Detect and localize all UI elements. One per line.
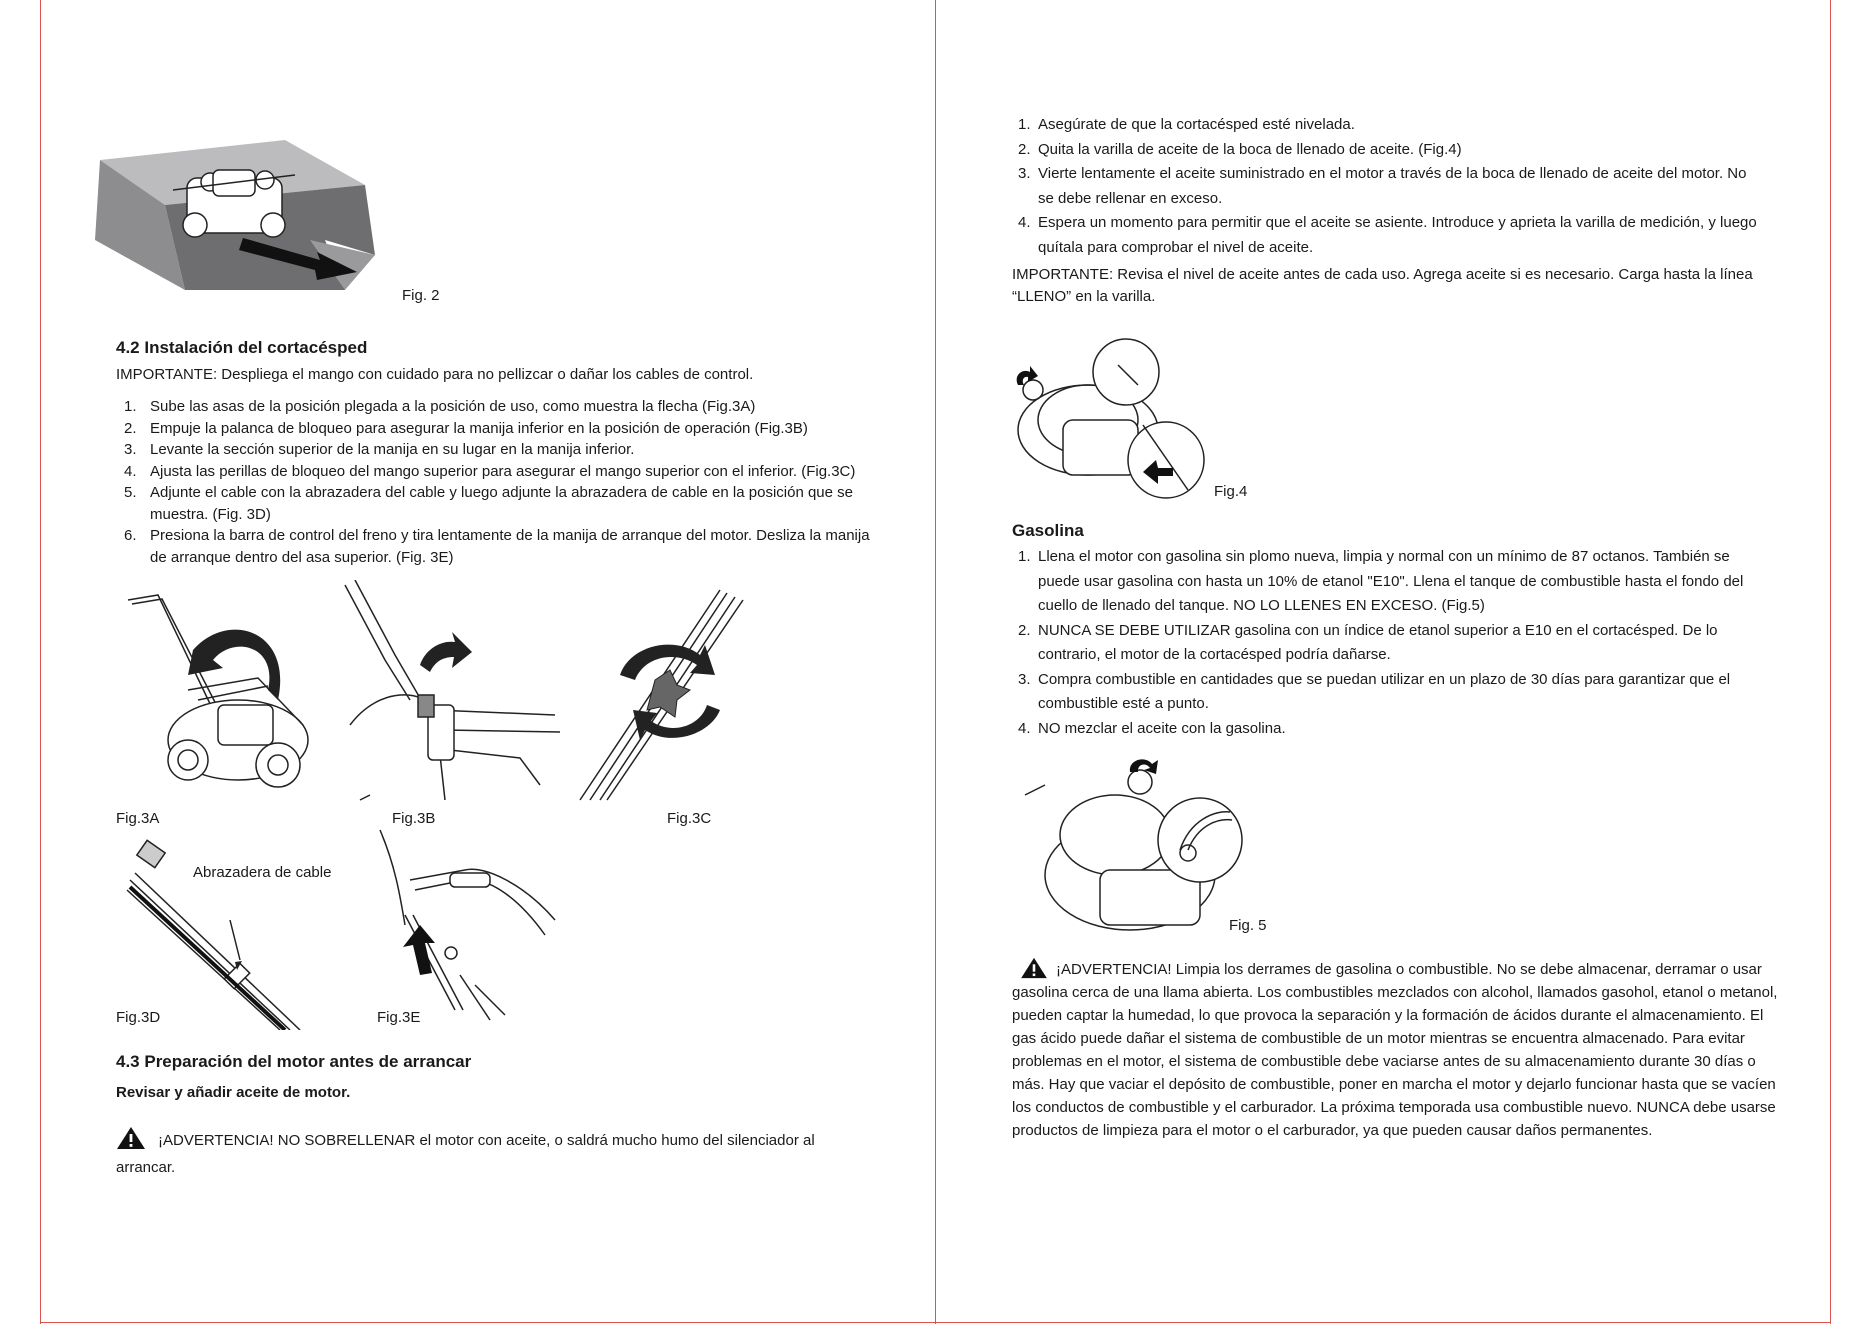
- list-item: 3. Levante la sección superior de la manija en su lugar en la manija inferior.: [124, 441, 635, 458]
- list-item: 5. Adjunte el cable con la abrazadera del cable y luego adjunte la abrazadera de cable en la posición que se muestra. (Fig. 3D): [124, 484, 853, 523]
- fig3e-starter-handle-illustration: [375, 825, 565, 1025]
- list-item: 4. Espera un momento para permitir que el aceite se asiente. Introduce y aprieta la varilla de medición, y luego quítala para comprobar el nivel de aceite.: [1018, 214, 1757, 256]
- fig3a-handle-unfold-illustration: [118, 590, 328, 800]
- warning-triangle-icon: [1020, 957, 1048, 979]
- list-item: 1. Sube las asas de la posición plegada a la posición de uso, como muestra la flecha (Fig.3A): [124, 398, 756, 415]
- section-42-steps: [116, 396, 876, 568]
- fig3c-caption: Fig.3C: [667, 810, 712, 827]
- fuel-warning: ¡ADVERTENCIA! Limpia los derrames de gasolina o combustible. No se debe almacenar, derramar o usar gasolina cerca de una llama abierta. Los combustibles mezclados con alcohol, llamados gasohol, etanol o metanol, pueden captar la humedad, lo que provoca la separación y la formación de ácidos durante el almacenamiento. El gas ácido puede dañar el sistema de combustible de un motor mientras se encuentra almacenado. Para evitar problemas en el motor, el sistema de combustible debe vaciarse antes de su almacenamiento durante 30 días o más. Hay que vaciar el depósito de combustible, poner en marcha el motor y dejarlo funcionar hasta que se vacíen los conductos de combustible y el carburador. La próxima temporada usa combustible nuevo. NUNCA debe usarse productos de limpieza para el motor o el carburador, ya que pueden causar daños permanentes.: [1012, 957, 1782, 1142]
- list-item: 2. Quita la varilla de aceite de la boca de llenado de aceite. (Fig.4): [1018, 140, 1462, 158]
- list-item: 2. NUNCA SE DEBE UTILIZAR gasolina con un índice de etanol superior a E10 en el cortacésped. De lo contrario, el motor de la cortacésped podría dañarse.: [1018, 621, 1718, 663]
- fig3b-lock-lever-illustration: [340, 580, 570, 805]
- list-item: 1. Asegúrate de que la cortacésped esté nivelada.: [1018, 116, 1355, 133]
- fig5-fuel-fill-illustration: [1020, 750, 1260, 935]
- list-item: 6. Presiona la barra de control del freno y tira lentamente de la manija de arranque del motor. Desliza la manija de arranque dentro del asa superior. (Fig. 3E): [124, 527, 870, 566]
- page-border-right: [1830, 0, 1831, 1324]
- gasolina-title: Gasolina: [1012, 521, 1084, 540]
- list-item: 3. Vierte lentamente el aceite suministrado en el motor a través de la boca de llenado de aceite del motor. No se debe rellenar en exceso.: [1018, 165, 1747, 207]
- list-item: 1. Llena el motor con gasolina sin plomo nueva, limpia y normal con un mínimo de 87 octanos. También se puede usar gasolina con hasta un 10% de etanol "E10". Llena el tanque de combustible hasta el fondo del cuello de llenado del tanque. NO LO LLENES EN EXCESO. (Fig.5): [1018, 548, 1744, 614]
- list-item: 4. Ajusta las perillas de bloqueo del mango superior para asegurar el mango superior con el inferior. (Fig.3C): [124, 462, 856, 480]
- fig2-mower-in-box-illustration: [95, 130, 385, 300]
- fig3d-caption: Fig.3D: [116, 1009, 161, 1026]
- fig5-caption: Fig. 5: [1229, 917, 1267, 934]
- oil-important: IMPORTANTE: Revisa el nivel de aceite antes de cada uso. Agrega aceite si es necesario. Carga hasta la línea “LLENO” en la varilla.: [1012, 266, 1753, 305]
- fig3a-caption: Fig.3A: [116, 810, 160, 827]
- list-item: 3. Compra combustible en cantidades que se puedan utilizar en un plazo de 30 días para garantizar que el combustible esté a punto.: [1018, 670, 1731, 712]
- page-border-left: [40, 0, 41, 1324]
- fig3b-caption: Fig.3B: [392, 810, 436, 827]
- list-item: 4. NO mezclar el aceite con la gasolina.: [1018, 719, 1286, 737]
- fig3e-caption: Fig.3E: [377, 1009, 421, 1026]
- section-43-subtitle: Revisar y añadir aceite de motor.: [116, 1084, 351, 1101]
- section-42-title: 4.2 Instalación del cortacésped: [116, 338, 368, 357]
- fig3c-lock-knob-illustration: [575, 585, 755, 805]
- warning-triangle-icon: [116, 1126, 146, 1150]
- oil-steps: [1012, 113, 1762, 260]
- gasolina-steps: [1012, 545, 1762, 741]
- list-item: 2. Empuje la palanca de bloqueo para asegurar la manija inferior en la posición de operación (Fig.3B): [124, 419, 808, 437]
- page-border-bottom: [40, 1322, 1831, 1323]
- fig2-caption: Fig. 2: [402, 287, 440, 304]
- section-43-title: 4.3 Preparación del motor antes de arrancar: [116, 1052, 472, 1071]
- page-divider: [935, 0, 936, 1324]
- fig4-caption: Fig.4: [1214, 483, 1248, 500]
- fig4-dipstick-illustration: [1008, 330, 1208, 500]
- fig3d-label: Abrazadera de cable: [193, 864, 332, 881]
- section-43-warning: ¡ADVERTENCIA! NO SOBRELLENAR el motor con aceite, o saldrá mucho humo del silenciador al arrancar.: [116, 1126, 846, 1181]
- section-42-important: IMPORTANTE: Despliega el mango con cuidado para no pellizcar o dañar los cables de control.: [116, 366, 754, 383]
